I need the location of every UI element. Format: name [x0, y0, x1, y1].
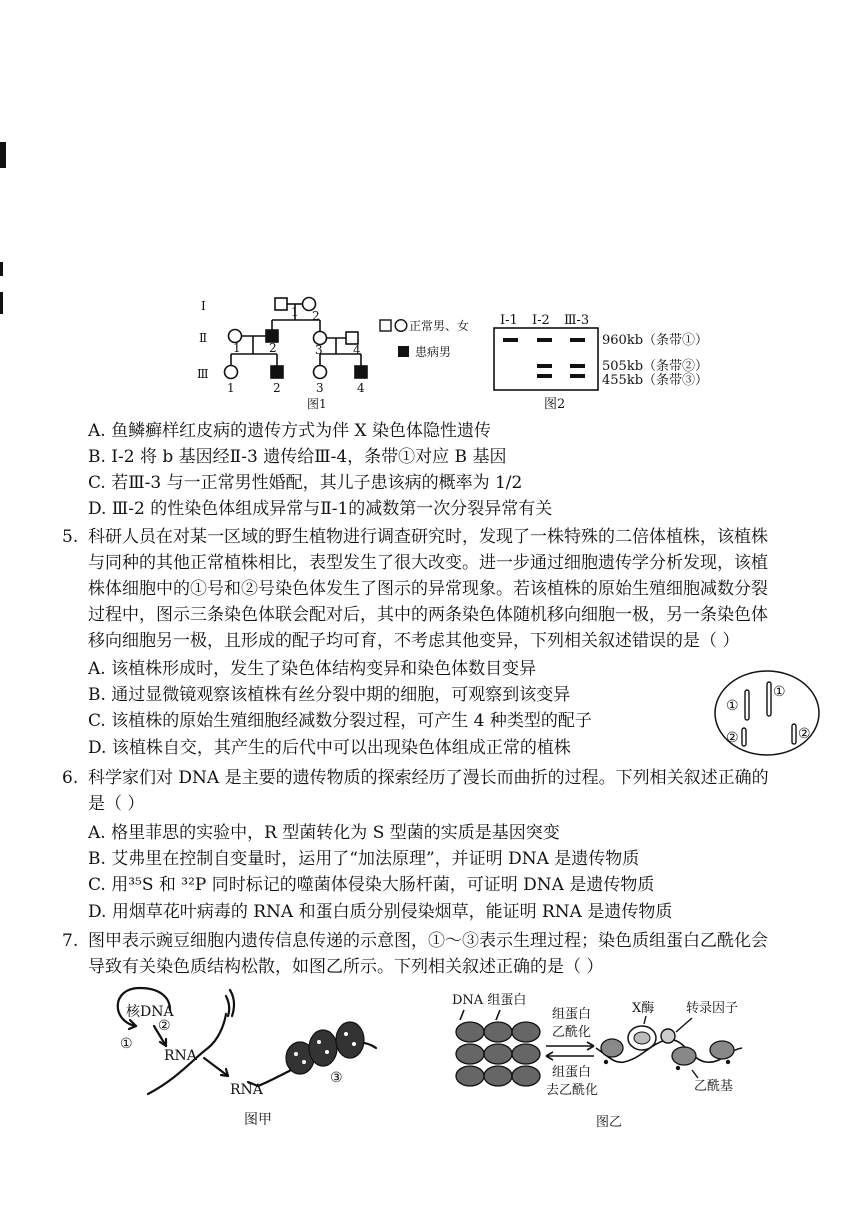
yi-deacetylation-bottom: 去乙酰化 [546, 1083, 599, 1098]
q5-stem-line: 与同种的其他正常植株相比，表型发生了很大改变。进一步通过细胞遗传学分析发现，该植 [88, 553, 768, 573]
q6-option-a: A. 格里菲思的实验中，R 型菌转化为 S 型菌的实质是基因突变 [88, 823, 560, 843]
chromosome-1b-label: ① [773, 684, 786, 700]
yi-x-enzyme-label: X酶 [632, 1001, 655, 1016]
band-455-lane3 [570, 374, 585, 378]
yi-acetyl-label: 乙酰基 [694, 1079, 734, 1094]
chromosome-1-label: ① [726, 698, 739, 714]
chromosome-2b-label: ② [798, 726, 811, 742]
yi-acetylation-top: 组蛋白 [552, 1007, 592, 1022]
q7-stem-line: 导致有关染色质结构松散，如图乙所示。下列相关叙述正确的是（ ） [88, 957, 604, 977]
q5-stem-line: 过程中，图示三条染色体联会配对后，其中的两条染色体随机移向细胞一极，另一条染色体 [88, 605, 768, 625]
band-505-lane3 [570, 364, 585, 368]
jia-process-3: ③ [330, 1070, 343, 1086]
band-960-lane3 [570, 338, 585, 342]
q4-option-d: D. Ⅲ-2 的性染色体组成异常与Ⅱ-1的减数第一次分裂异常有关 [88, 499, 553, 519]
q5-option-c: C. 该植株的原始生殖细胞经减数分裂过程，可产生 4 种类型的配子 [88, 711, 592, 731]
ind-i-2: 2 [312, 309, 320, 323]
figure2-caption: 图2 [544, 397, 566, 412]
jia-nuclear-dna-label: 核DNA [126, 1004, 174, 1020]
gen-label-ii: Ⅱ [199, 331, 208, 345]
lane-label-iii-3: Ⅲ-3 [564, 313, 590, 328]
ind-ii-2: 2 [269, 341, 277, 355]
band-505-lane2 [537, 364, 552, 368]
q4-option-a: A. 鱼鳞癣样红皮病的遗传方式为伴 X 染色体隐性遗传 [88, 421, 491, 441]
band-label-505: 505kb（条带②） [602, 359, 709, 374]
pedigree-figure [195, 292, 385, 412]
ind-iii-2: 2 [273, 381, 281, 395]
lane-label-i-2: I-2 [532, 313, 550, 328]
legend-normal-label: 正常男、女 [409, 319, 470, 333]
ind-iii-1: 1 [227, 381, 235, 395]
q6-option-b: B. 艾弗里在控制自变量时，运用了“加法原理”，并证明 DNA 是遗传物质 [88, 849, 640, 869]
figure-jia [108, 982, 408, 1130]
band-label-960: 960kb（条带①） [602, 333, 709, 348]
q4-option-b: B. I-2 将 b 基因经Ⅱ-3 遗传给Ⅲ-4，条带①对应 B 基因 [88, 447, 507, 467]
q5-number: 5. [62, 527, 79, 547]
pedigree-legend [378, 314, 493, 364]
q6-stem-line: 科学家们对 DNA 是主要的遗传物质的探索经历了漫长而曲折的过程。下列相关叙述正确的 [88, 768, 769, 788]
q6-number: 6. [62, 768, 79, 788]
yi-deacetylation-top: 组蛋白 [552, 1065, 592, 1080]
ind-iii-4: 4 [357, 381, 365, 395]
q5-option-a: A. 该植株形成时，发生了染色体结构变异和染色体数目变异 [88, 659, 537, 679]
ind-ii-3: 3 [315, 343, 323, 357]
figure-yi [446, 986, 776, 1130]
jia-process-1: ① [120, 1036, 133, 1052]
band-960-lane2 [537, 338, 552, 342]
band-455-lane2 [537, 374, 552, 378]
q5-option-d: D. 该植株自交，其产生的后代中可以出现染色体组成正常的植株 [88, 738, 571, 758]
q7-stem-line: 图甲表示豌豆细胞内遗传信息传递的示意图，①～③表示生理过程；染色质组蛋白乙酰化会 [88, 931, 768, 951]
q6-stem-line: 是（ ） [88, 794, 145, 814]
figure1-caption: 图1 [307, 397, 327, 411]
yi-dna-histone-label: DNA 组蛋白 [452, 993, 527, 1008]
jia-rna-label: RNA [164, 1048, 197, 1064]
band-label-455: 455kb（条带③） [602, 373, 709, 388]
yi-acetylation-bottom: 乙酰化 [552, 1025, 592, 1040]
q6-option-d: D. 用烟草花叶病毒的 RNA 和蛋白质分别侵染烟草，能证明 RNA 是遗传物质 [88, 902, 673, 922]
q6-option-c: C. 用³⁵S 和 ³²P 同时标记的噬菌体侵染大肠杆菌，可证明 DNA 是遗传物质 [88, 875, 655, 895]
q7-number: 7. [62, 931, 79, 951]
ind-ii-1: 1 [233, 341, 241, 355]
yi-caption: 图乙 [596, 1115, 623, 1130]
chromosome-cell-diagram [712, 668, 822, 758]
jia-rna-label-2: RNA [230, 1082, 263, 1098]
q5-option-b: B. 通过显微镜观察该植株有丝分裂中期的细胞，可观察到该变异 [88, 685, 571, 705]
gen-label-i: I [201, 299, 206, 313]
q5-stem-line: 株体细胞中的①号和②号染色体发生了图示的异常现象。若该植株的原始生殖细胞减数分裂 [88, 579, 768, 599]
ind-iii-3: 3 [316, 381, 324, 395]
q5-stem-line: 科研人员在对某一区域的野生植物进行调查研究时，发现了一株特殊的二倍体植株，该植株 [88, 527, 768, 547]
band-960-lane1 [503, 338, 518, 342]
scan-edge-mark [0, 292, 3, 314]
q5-stem-line: 移向细胞另一极，且形成的配子均可育，不考虑其他变异，下列相关叙述错误的是（ ） [88, 631, 740, 651]
q4-option-c: C. 若Ⅲ-3 与一正常男性婚配，其儿子患该病的概率为 1/2 [88, 473, 523, 493]
lane-label-i-1: I-1 [500, 313, 518, 328]
ind-ii-4: 4 [353, 343, 361, 357]
jia-process-2: ② [158, 1018, 171, 1034]
electrophoresis-figure [490, 306, 740, 414]
jia-caption: 图甲 [244, 1112, 272, 1128]
ind-i-1: 1 [291, 305, 299, 319]
gen-label-iii: Ⅲ [197, 367, 209, 381]
yi-transcription-factor-label: 转录因子 [686, 1001, 739, 1016]
scan-edge-mark [0, 142, 6, 168]
scan-edge-mark [0, 262, 3, 276]
legend-affected-label: 患病男 [415, 345, 452, 359]
chromosome-2-label: ② [726, 730, 739, 746]
